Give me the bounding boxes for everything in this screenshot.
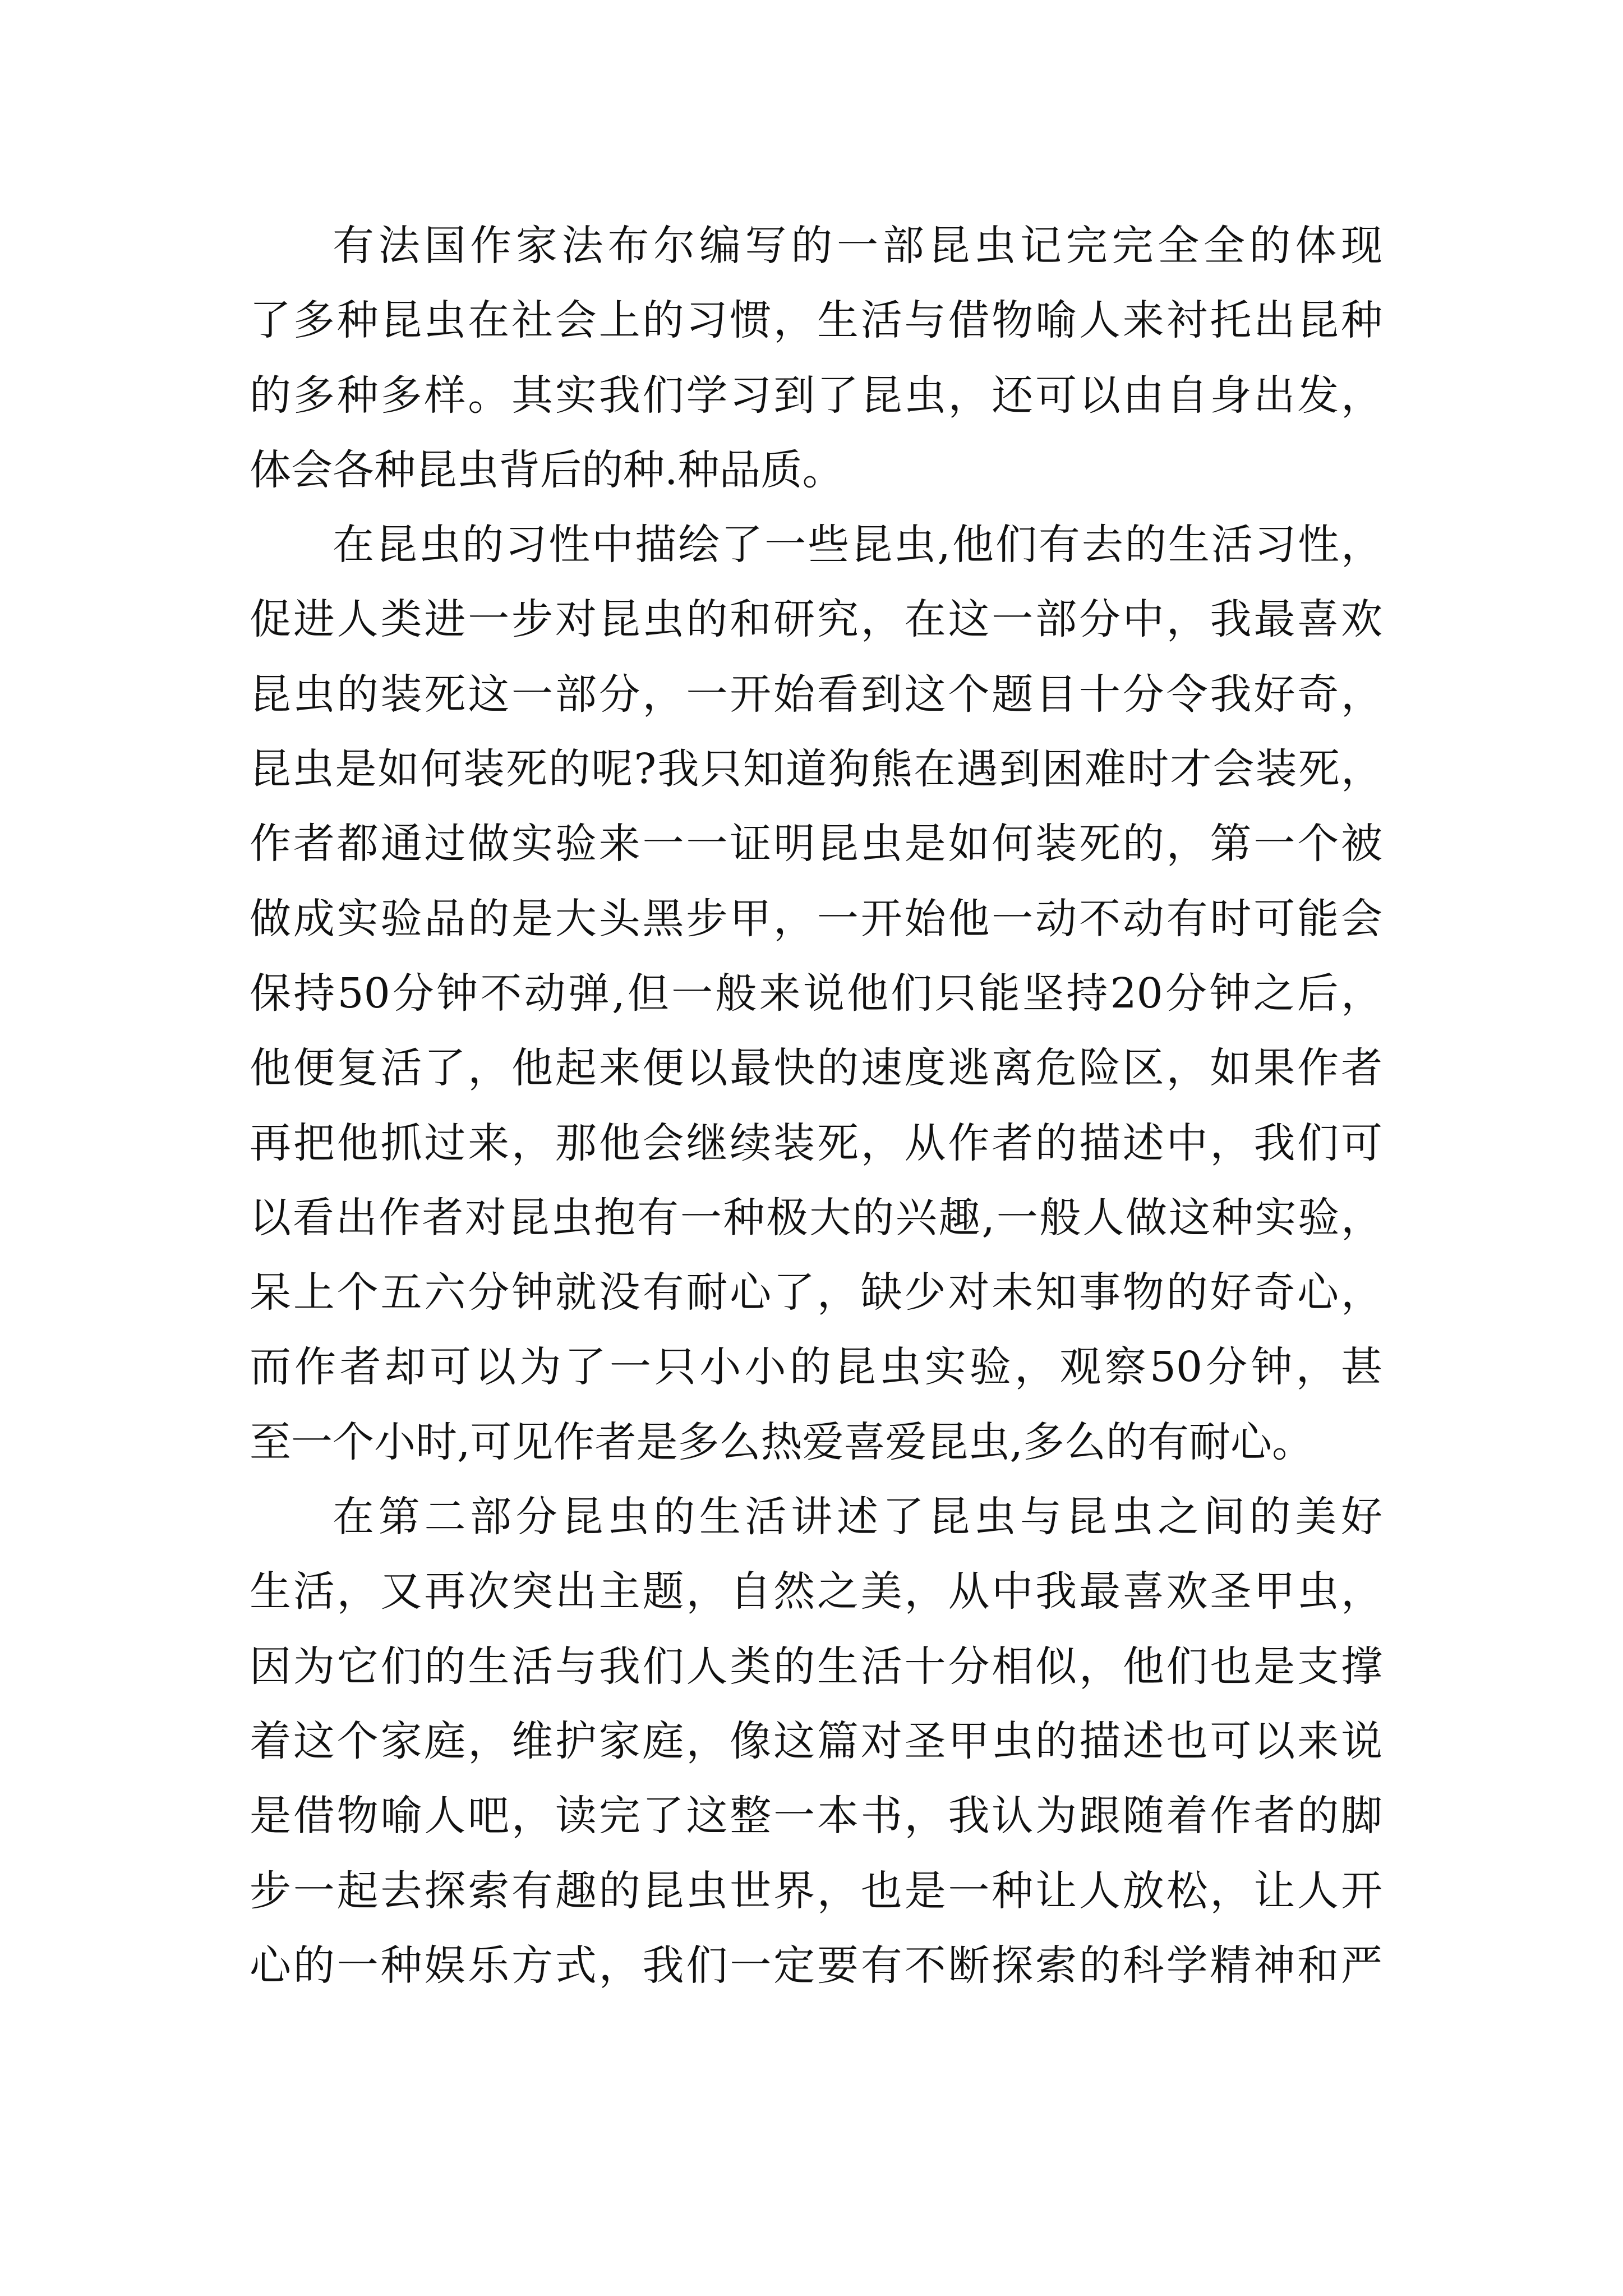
paragraph-2-line-3: 昆虫的装死这一部分，一开始看到这个题目十分令我好奇， — [250, 670, 1382, 719]
paragraph-1-line-1: 有法国作家法布尔编写的一部昆虫记完完全全的体现 — [333, 222, 1382, 270]
paragraph-2-line-9: 再把他抓过来，那他会继续装死，从作者的描述中，我们可 — [250, 1119, 1382, 1167]
paragraph-2-line-7: 保持50分钟不动弹,但一般来说他们只能坚持20分钟之后， — [250, 969, 1382, 1018]
paragraph-2-line-8: 他便复活了，他起来便以最快的速度逃离危险区，如果作者 — [250, 1044, 1382, 1093]
paragraph-2-line-4: 昆虫是如何装死的呢?我只知道狗熊在遇到困难时才会装死， — [250, 745, 1382, 794]
paragraph-3-line-4: 着这个家庭，维护家庭，像这篇对圣甲虫的描述也可以来说 — [250, 1717, 1382, 1765]
paragraph-3-line-5: 是借物喻人吧，读完了这整一本书，我认为跟随着作者的脚 — [250, 1792, 1382, 1841]
paragraph-3-line-7: 心的一种娱乐方式，我们一定要有不断探索的科学精神和严 — [250, 1941, 1382, 1990]
paragraph-3-line-3: 因为它们的生活与我们人类的生活十分相似，他们也是支撑 — [250, 1642, 1382, 1691]
paragraph-1-line-4: 体会各种昆虫背后的种.种品质。 — [250, 445, 844, 494]
paragraph-3-line-2: 生活，又再次突出主题，自然之美，从中我最喜欢圣甲虫， — [250, 1567, 1382, 1616]
paragraph-2-line-13: 至一个小时,可见作者是多么热爱喜爱昆虫,多么的有耐心。 — [250, 1418, 1314, 1466]
paragraph-2-line-2: 促进人类进一步对昆虫的和研究，在这一部分中，我最喜欢 — [250, 595, 1382, 644]
paragraph-1-line-2: 了多种昆虫在社会上的习惯，生活与借物喻人来衬托出昆种 — [250, 296, 1382, 345]
paragraph-2-line-5: 作者都通过做实验来一一证明昆虫是如何装死的，第一个被 — [250, 820, 1382, 868]
body-text — [250, 209, 1382, 2003]
paragraph-2-line-11: 呆上个五六分钟就没有耐心了，缺少对未知事物的好奇心， — [250, 1268, 1382, 1317]
paragraph-3-line-6: 步一起去探索有趣的昆虫世界，也是一种让人放松，让人开 — [250, 1866, 1382, 1915]
paragraph-2-line-12: 而作者却可以为了一只小小的昆虫实验，观察50分钟，甚 — [250, 1343, 1382, 1392]
paragraph-2-line-6: 做成实验品的是大头黑步甲，一开始他一动不动有时可能会 — [250, 894, 1382, 943]
paragraph-2-line-10: 以看出作者对昆虫抱有一种极大的兴趣,一般人做这种实验， — [250, 1193, 1382, 1242]
paragraph-3-line-1: 在第二部分昆虫的生活讲述了昆虫与昆虫之间的美好 — [333, 1493, 1382, 1542]
paragraph-1-line-3: 的多种多样。其实我们学习到了昆虫，还可以由自身出发， — [250, 371, 1382, 420]
paragraph-2-line-1: 在昆虫的习性中描绘了一些昆虫,他们有去的生活习性， — [333, 521, 1382, 569]
